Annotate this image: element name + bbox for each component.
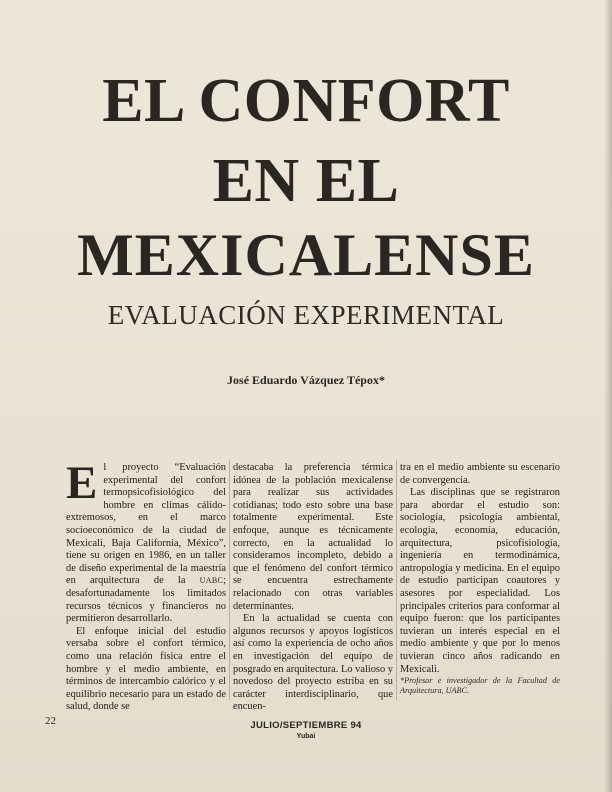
title-line-2: EN EL: [212, 147, 400, 215]
article-column-2: [233, 462, 393, 714]
paragraph-3: destacaba la preferencia térmica idónea de la población mexicalense para realizar sus actividades cotidianas; todo esto sobre una base totalmente experimental. Este enfoque, aunque es técnicamente correcto, en la actualidad lo consideramos incompleto, debido a que el fenómeno del confort térmico se encuentra estrechamente relacionado con otras variables determinantes.: [233, 462, 393, 612]
issue-date: JULIO/SEPTIEMBRE 94: [250, 720, 362, 731]
paragraph-1-uabc: UABC: [199, 576, 224, 586]
article-column-1: [66, 457, 226, 714]
title-line-3: MEXICALENSE: [77, 222, 535, 288]
page-number: 22: [45, 715, 56, 727]
drop-cap: E: [66, 457, 98, 509]
paragraph-6: Las disciplinas que se registraron para abordar el estudio son: sociología, psicología ambiental, ecología, economía, educación, arquitectura, psicofisiología, ingeniería en termodinámica, antropología y medicina. En el equipo de estudio participan coautores y asesores por especialidad. Los principales criterios para conformar al equipo fueron: que los participantes tuvieran un interés especial en el medio ambiente y que por lo menos tuvieran cinco años radicando en Mexicali.: [400, 487, 560, 675]
column-rule-2: [396, 460, 397, 700]
title-line-1: EL CONFORT: [102, 67, 510, 135]
magazine-name: Yubai: [296, 733, 316, 740]
author-byline: José Eduardo Vázquez Tépox*: [227, 373, 385, 387]
paragraph-1-text-a: l proyecto “Evaluación experimental del confort termopsicofisiológico del hombre en climas cálido-extremosos, en el marco socioeconómico de la ciudad de Mexicali, Baja California, México”, tiene su origen en 1986, en un taller de diseño experimental de la maestría en arquitectura de la: [66, 462, 226, 587]
paragraph-1-text-b: ; desafortunadamente los limitados recursos técnicos y financieros no permitieron desarrollarlo.: [66, 575, 226, 625]
subtitle: EVALUACIÓN EXPERIMENTAL: [107, 300, 505, 330]
paragraph-2: El enfoque inicial del estudio versaba sobre el confort térmico, como una relación física entre el hombre y el medio ambiente, en términos de intercambio calórico y el equilibrio necesario para un estado de salud, donde se: [66, 625, 226, 713]
paragraph-1: [66, 457, 226, 626]
column-rule-1: [229, 460, 230, 700]
paragraph-5: tra en el medio ambiente su escenario de convergencia.: [400, 462, 560, 486]
author-footnote: *Profesor e investigador de la Facultad de Arquitectura, UABC.: [400, 676, 560, 696]
article-column-3: [400, 462, 560, 696]
paragraph-4: En la actualidad se cuenta con algunos recursos y apoyos logísticos así como la experiencia de ocho años en investigación del equipo de posgrado en arquitectura. Lo valioso y novedoso del proyecto estriba en su carácter interdisciplinario, que encuen-: [233, 613, 393, 713]
